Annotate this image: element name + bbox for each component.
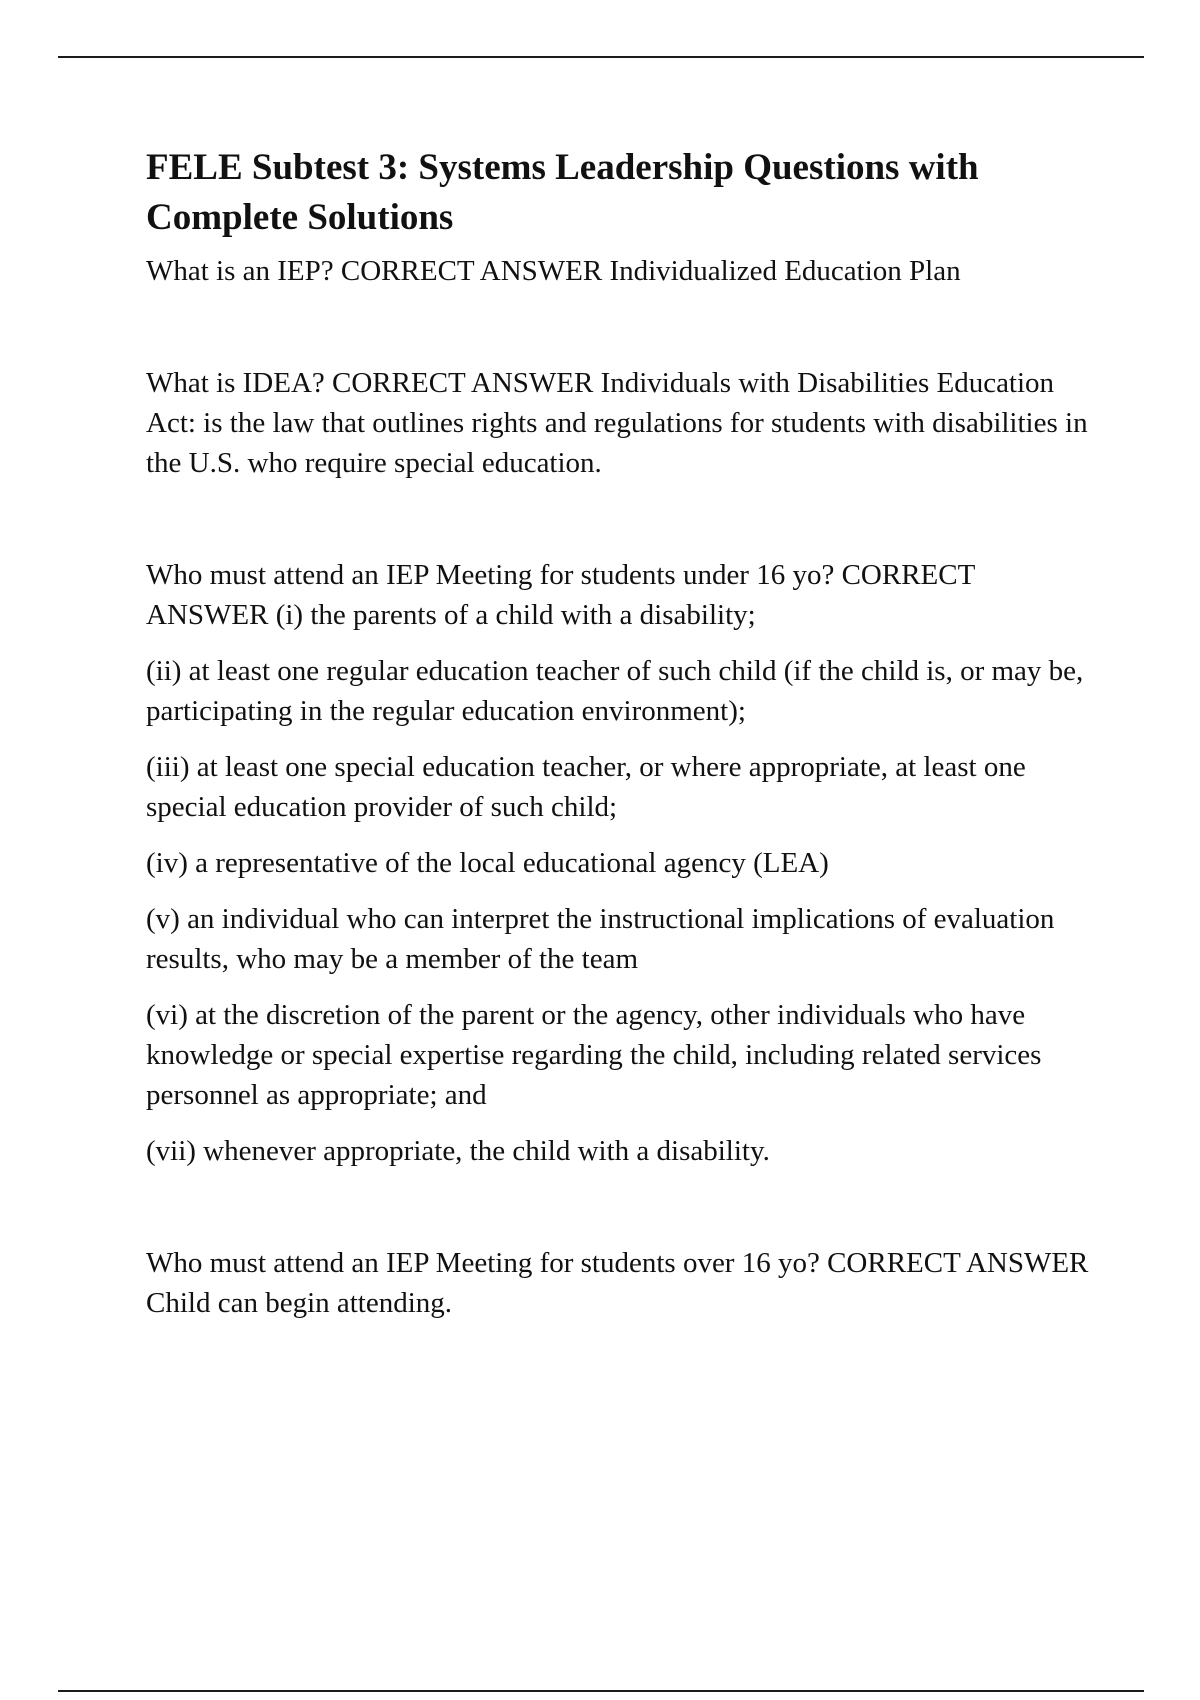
qa-idea: What is IDEA? CORRECT ANSWER Individuals with Disabilities Education Act: is the law that outlines rights and regulations for students with disabilities in the U.S. who require special education. — [146, 367, 1088, 479]
top-rule — [58, 56, 1144, 58]
bottom-rule — [58, 1690, 1144, 1692]
list-item: (vi) at the discretion of the parent or the agency, other individuals who have knowledge or special expertise regarding the child, including related services personnel as appropriate; and — [146, 999, 1042, 1111]
list-item: (v) an individual who can interpret the instructional implications of evaluation results, who may be a member of the team — [146, 903, 1055, 975]
list-item: (ii) at least one regular education teacher of such child (if the child is, or may be, participating in the regular education environment); — [146, 655, 1084, 727]
qa-iep: What is an IEP? CORRECT ANSWER Individualized Education Plan — [146, 255, 961, 287]
list-item: (iii) at least one special education teacher, or where appropriate, at least one special education provider of such child; — [146, 751, 1026, 823]
page-title: FELE Subtest 3: Systems Leadership Questions with Complete Solutions — [146, 147, 979, 238]
qa-iep-under-16: Who must attend an IEP Meeting for students under 16 yo? CORRECT ANSWER (i) the parents of a child with a disability; — [146, 559, 975, 631]
list-item: (vii) whenever appropriate, the child with a disability. — [146, 1135, 770, 1167]
qa-iep-over-16: Who must attend an IEP Meeting for students over 16 yo? CORRECT ANSWER Child can begin attending. — [146, 1247, 1089, 1319]
document-body — [146, 143, 1096, 1323]
list-item: (iv) a representative of the local educational agency (LEA) — [146, 847, 829, 879]
